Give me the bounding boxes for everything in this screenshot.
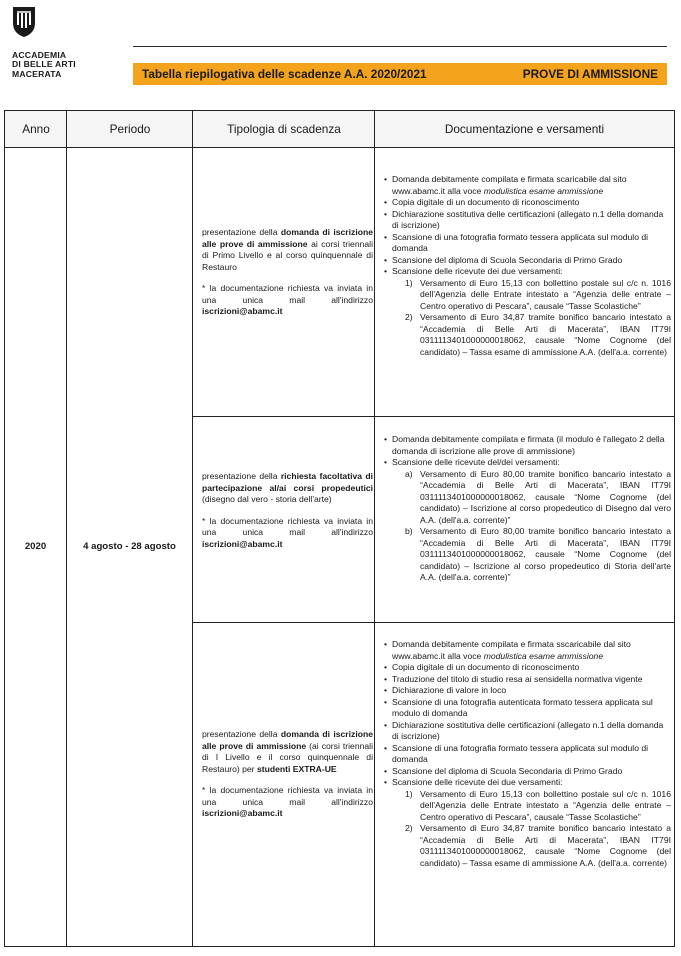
logo-line-1: ACCADEMIA <box>12 50 67 60</box>
sub-item <box>383 312 671 358</box>
tipologia-row-1 <box>202 227 373 318</box>
list-item <box>383 174 671 197</box>
text: ai corsi triennali di Primo Livello e al corso quinquennale di Restauro <box>202 238 373 272</box>
text: Versamento di Euro 80,00 tramite bonifico bancario intestato a “Accademia di Belle Arti di Macerata”, IBAN IT79I 0311113401000000018062, causale “Nome Cognome (del candidato) – Iscrizione al corso propedeutico di Storia dell'arte A.A. (dell'a.a. corrente)” <box>420 526 671 582</box>
text-italic: modulistica esame ammissione <box>483 650 604 661</box>
academy-logo-icon <box>12 6 36 38</box>
sub-item <box>383 278 671 313</box>
list-item: • Scansione delle ricevute del/dei versamenti: <box>383 457 671 469</box>
email-address: iscrizioni@abamc.it <box>202 306 283 316</box>
table-header <box>5 111 674 148</box>
divider <box>374 111 375 946</box>
text-bold: domanda di iscrizione alle prove di ammissione <box>202 227 373 249</box>
text-italic: modulistica esame ammissione <box>483 185 604 196</box>
col-periodo: Periodo <box>109 122 151 136</box>
divider <box>66 111 67 946</box>
text: Versamento di Euro 34,87 tramite bonifico bancario intestato a “Accademia di Belle Arti di Macerata”, IBAN IT79I 0311113401000000018062, causale “Nome Cognome (del candidato) – Tassa esame di ammissione A.A. (dell'a.a. corrente) <box>420 823 671 868</box>
text: Versamento di Euro 34,87 tramite bonifico bancario intestato a “Accademia di Belle Arti di Macerata”, IBAN IT79I 0311113401000000018062, causale “Nome Cognome (del candidato) – Tassa esame di ammissione A.A. (dell'a.a. corrente) <box>420 312 671 357</box>
col-tipologia: Tipologia di scadenza <box>227 122 341 136</box>
list-item: • Copia digitale di un documento di riconoscimento <box>383 662 671 674</box>
email-address: iscrizioni@abamc.it <box>202 808 283 818</box>
text: * la documentazione richiesta va inviata in una unica mail all'indirizzo <box>202 785 373 807</box>
text: presentazione della <box>202 227 281 237</box>
text: (ai corsi triennali di I Livello e il corso quinquennale di Restauro) per <box>202 740 373 774</box>
header-divider <box>133 46 667 47</box>
academy-name <box>12 51 76 79</box>
documentazione-row-1 <box>383 174 671 358</box>
sub-item <box>383 526 671 584</box>
banner-title: Tabella riepilogativa delle scadenze A.A. 2020/2021 <box>142 67 427 81</box>
list-item <box>383 639 671 662</box>
text: (disegno dal vero - storia dell'arte) <box>202 494 332 504</box>
marker: 2) <box>405 312 413 322</box>
text: Versamento di Euro 80,00 tramite bonifico bancario intestato a “Accademia di Belle Arti di Macerata”, IBAN IT79I 0311113401000000018062, causale “Nome Cognome (del candidato) – Iscrizione al corso propedeutico di Disegno dal vero A.A. (dell'a.a. corrente)” <box>420 468 671 525</box>
sub-item <box>383 789 671 824</box>
list-item: • Dichiarazione sostitutiva delle certificazioni (allegato n.1 della domanda di iscrizione) <box>383 209 671 232</box>
row-divider <box>192 416 674 417</box>
list-item: • Scansione delle ricevute dei due versamenti: <box>383 777 671 789</box>
text: * la documentazione richiesta va inviata in una unica mail all'indirizzo <box>202 515 373 537</box>
title-banner <box>133 63 667 85</box>
list-item: • Traduzione del titolo di studio resa ai sensidella normativa vigente <box>383 674 671 686</box>
list-item: • Dichiarazione di valore in loco <box>383 685 671 697</box>
marker: 2) <box>405 823 413 833</box>
tipologia-row-3 <box>202 729 373 820</box>
list-item: • Scansione del diploma di Scuola Secondaria di Primo Grado <box>383 255 671 267</box>
text: Domanda debitamente compilata e firmata scaricabile dal sito www.abamc.it alla voce <box>392 174 627 196</box>
text: Versamento di Euro 15,13 con bollettino postale sul c/c n. 1016 dell'Agenzia delle Entrate intestato a “Agenzia delle entrate – Centro operativo di Pescara”, causale “Tasse Scolastiche” <box>420 277 671 311</box>
tipologia-row-2 <box>202 471 373 550</box>
text: Versamento di Euro 15,13 con bollettino postale sul c/c n. 1016 dell'Agenzia delle Entrate intestato a “Agenzia delle entrate – Centro operativo di Pescara”, causale “Tasse Scolastiche” <box>420 788 671 822</box>
text: presentazione della <box>202 729 281 739</box>
col-documentazione: Documentazione e versamenti <box>444 122 605 136</box>
sub-item <box>383 823 671 869</box>
text-bold: studenti EXTRA-UE <box>256 763 337 774</box>
list-item: • Scansione del diploma di Scuola Secondaria di Primo Grado <box>383 766 671 778</box>
list-item: • Dichiarazione sostitutiva delle certificazioni (allegato n.1 della domanda di iscrizione) <box>383 720 671 743</box>
logo-line-2: DI BELLE ARTI <box>12 59 76 70</box>
list-item: • Scansione di una fotografia formato tessera applicata sul modulo di domanda <box>383 232 671 255</box>
year-cell: 2020 <box>24 541 47 552</box>
row-divider <box>192 622 674 623</box>
marker: a) <box>405 468 413 479</box>
text: Domanda debitamente compilata e firmata sscaricabile dal sito www.abamc.it alla voce <box>392 639 631 661</box>
period-cell: 4 agosto - 28 agosto <box>83 541 176 552</box>
documentazione-row-3 <box>383 639 671 869</box>
list-item: • Domanda debitamente compilata e firmata (il modulo è l'allegato 2 della domanda di iscrizione alle prove di ammissione) <box>383 434 671 457</box>
list-item: • Scansione delle ricevute dei due versamenti: <box>383 266 671 278</box>
text-bold: richiesta facoltativa di partecipazione al/ai corsi propedeutici <box>202 471 373 493</box>
sub-item <box>383 469 671 527</box>
col-anno: Anno <box>22 122 50 136</box>
marker: 1) <box>405 277 413 288</box>
text: presentazione della <box>202 471 281 481</box>
logo-line-3: MACERATA <box>12 68 62 79</box>
documentazione-row-2 <box>383 434 671 584</box>
text-bold: domanda di iscrizione alle prove di ammissione <box>202 729 373 751</box>
banner-section: PROVE DI AMMISSIONE <box>522 67 658 81</box>
list-item: • Copia digitale di un documento di riconoscimento <box>383 197 671 209</box>
email-address: iscrizioni@abamc.it <box>202 538 283 549</box>
divider <box>192 111 193 946</box>
marker: b) <box>405 526 413 536</box>
list-item: • Scansione di una fotografia formato tessera applicata sul modulo di domanda <box>383 743 671 766</box>
deadlines-table <box>4 110 675 947</box>
list-item: • Scansione di una fotografia autenticata formato tessera applicata sul modulo di domanda <box>383 697 671 720</box>
marker: 1) <box>405 788 413 799</box>
text: * la documentazione richiesta va inviata in una unica mail all'indirizzo <box>202 283 373 305</box>
